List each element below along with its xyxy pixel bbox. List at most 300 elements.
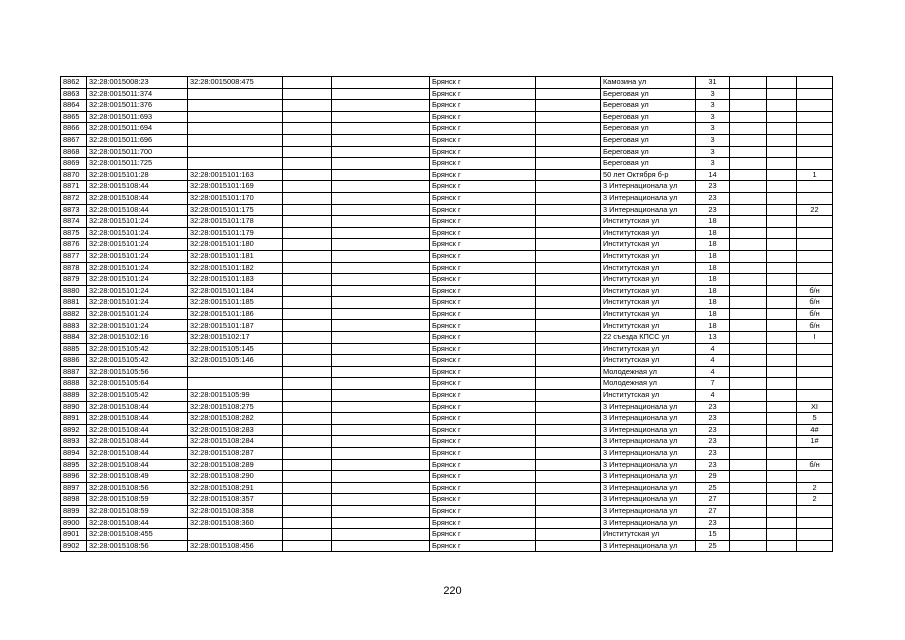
- table-row: [61, 366, 833, 378]
- table-cell: [188, 529, 283, 541]
- table-cell: [730, 77, 767, 89]
- table-cell: [283, 424, 332, 436]
- table-cell: 32:28:0015108:284: [188, 436, 283, 448]
- table-cell: 8887: [61, 366, 87, 378]
- table-cell: 32:28:0015011:700: [87, 146, 188, 158]
- table-cell: 50 лет Октября б-р: [601, 169, 696, 181]
- table-cell: [188, 111, 283, 123]
- table-cell: Береговая ул: [601, 88, 696, 100]
- table-cell: Институтская ул: [601, 529, 696, 541]
- table-cell: [730, 540, 767, 552]
- table-cell: 23: [696, 401, 730, 413]
- table-cell: [767, 134, 797, 146]
- table-cell: [536, 390, 601, 402]
- table-cell: [332, 540, 430, 552]
- table-cell: 32:28:0015105:145: [188, 343, 283, 355]
- table-cell: Брянск г: [430, 227, 536, 239]
- table-cell: 18: [696, 262, 730, 274]
- table-cell: Брянск г: [430, 192, 536, 204]
- table-cell: [536, 320, 601, 332]
- table-cell: [767, 88, 797, 100]
- table-cell: 3 Интернационала ул: [601, 459, 696, 471]
- table-cell: 3 Интернационала ул: [601, 482, 696, 494]
- table-cell: 32:28:0015101:170: [188, 192, 283, 204]
- table-cell: б/н: [797, 285, 833, 297]
- table-cell: 22: [797, 204, 833, 216]
- table-cell: 8900: [61, 517, 87, 529]
- table-cell: [332, 378, 430, 390]
- table-cell: [767, 100, 797, 112]
- table-cell: [797, 239, 833, 251]
- table-cell: 32:28:0015108:49: [87, 471, 188, 483]
- table-cell: [730, 250, 767, 262]
- table-row: [61, 123, 833, 135]
- table-cell: [767, 378, 797, 390]
- table-row: [61, 274, 833, 286]
- table-cell: [767, 274, 797, 286]
- table-cell: 32:28:0015105:64: [87, 378, 188, 390]
- table-cell: 32:28:0015108:455: [87, 529, 188, 541]
- table-cell: 32:28:0015101:28: [87, 169, 188, 181]
- table-cell: 8896: [61, 471, 87, 483]
- table-cell: [767, 494, 797, 506]
- table-cell: 32:28:0015101:24: [87, 227, 188, 239]
- table-cell: 3: [696, 158, 730, 170]
- table-cell: 2: [797, 494, 833, 506]
- table-cell: Институтская ул: [601, 227, 696, 239]
- table-cell: 32:28:0015108:59: [87, 505, 188, 517]
- table-row: [61, 262, 833, 274]
- table-cell: Институтская ул: [601, 250, 696, 262]
- table-cell: [188, 134, 283, 146]
- table-cell: 3: [696, 134, 730, 146]
- table-cell: [283, 204, 332, 216]
- table-cell: [730, 355, 767, 367]
- table-cell: 32:28:0015102:17: [188, 332, 283, 344]
- table-cell: [730, 308, 767, 320]
- table-row: [61, 239, 833, 251]
- table-cell: [797, 505, 833, 517]
- table-cell: [767, 227, 797, 239]
- table-cell: Брянск г: [430, 529, 536, 541]
- table-cell: 18: [696, 274, 730, 286]
- table-cell: [536, 494, 601, 506]
- table-cell: 29: [696, 471, 730, 483]
- table-cell: Береговая ул: [601, 123, 696, 135]
- table-cell: Брянск г: [430, 123, 536, 135]
- table-cell: 7: [696, 378, 730, 390]
- table-cell: Брянск г: [430, 262, 536, 274]
- table-cell: Брянск г: [430, 250, 536, 262]
- table-cell: [797, 448, 833, 460]
- table-cell: 32:28:0015101:169: [188, 181, 283, 193]
- table-cell: 8881: [61, 297, 87, 309]
- table-cell: Брянск г: [430, 355, 536, 367]
- table-cell: 3 Интернационала ул: [601, 424, 696, 436]
- table-row: [61, 332, 833, 344]
- table-cell: 32:28:0015105:42: [87, 343, 188, 355]
- table-cell: Брянск г: [430, 401, 536, 413]
- table-cell: 8897: [61, 482, 87, 494]
- table-cell: [283, 134, 332, 146]
- table-cell: [536, 540, 601, 552]
- table-cell: [767, 146, 797, 158]
- table-cell: [536, 471, 601, 483]
- table-cell: [332, 111, 430, 123]
- table-cell: [283, 308, 332, 320]
- table-cell: [283, 459, 332, 471]
- table-cell: Брянск г: [430, 343, 536, 355]
- table-cell: 8864: [61, 100, 87, 112]
- table-cell: 22 съезда КПСС ул: [601, 332, 696, 344]
- table-cell: [797, 123, 833, 135]
- table-cell: Институтская ул: [601, 239, 696, 251]
- table-cell: 23: [696, 413, 730, 425]
- table-cell: 18: [696, 227, 730, 239]
- table-cell: 4#: [797, 424, 833, 436]
- table-cell: 32:28:0015008:23: [87, 77, 188, 89]
- table-cell: [536, 216, 601, 228]
- table-cell: [332, 274, 430, 286]
- table-cell: 32:28:0015108:283: [188, 424, 283, 436]
- table-cell: Институтская ул: [601, 355, 696, 367]
- table-cell: 3 Интернационала ул: [601, 401, 696, 413]
- table-cell: [332, 390, 430, 402]
- table-cell: [536, 181, 601, 193]
- table-cell: 32:28:0015101:24: [87, 239, 188, 251]
- table-cell: 32:28:0015101:182: [188, 262, 283, 274]
- table-cell: [767, 239, 797, 251]
- table-cell: 3 Интернационала ул: [601, 540, 696, 552]
- table-cell: 8890: [61, 401, 87, 413]
- table-cell: [797, 134, 833, 146]
- table-cell: [536, 436, 601, 448]
- table-cell: 2: [797, 482, 833, 494]
- table-cell: 3 Интернационала ул: [601, 471, 696, 483]
- table-cell: 32:28:0015108:59: [87, 494, 188, 506]
- table-cell: [730, 262, 767, 274]
- table-cell: [283, 378, 332, 390]
- table-cell: [283, 181, 332, 193]
- table-cell: [767, 390, 797, 402]
- table-cell: [332, 88, 430, 100]
- table-cell: [283, 413, 332, 425]
- table-row: [61, 505, 833, 517]
- table-cell: Брянск г: [430, 146, 536, 158]
- table-cell: [283, 216, 332, 228]
- table-cell: 18: [696, 285, 730, 297]
- table-cell: 18: [696, 320, 730, 332]
- table-cell: [797, 471, 833, 483]
- table-cell: [283, 169, 332, 181]
- table-cell: [332, 366, 430, 378]
- table-cell: 32:28:0015108:56: [87, 482, 188, 494]
- table-cell: 32:28:0015108:44: [87, 181, 188, 193]
- table-cell: [536, 366, 601, 378]
- table-cell: [536, 146, 601, 158]
- table-cell: [767, 332, 797, 344]
- table-cell: [730, 239, 767, 251]
- table-cell: 8893: [61, 436, 87, 448]
- table-cell: [730, 413, 767, 425]
- table-cell: [283, 343, 332, 355]
- table-cell: 23: [696, 448, 730, 460]
- table-cell: 8872: [61, 192, 87, 204]
- table-cell: Береговая ул: [601, 134, 696, 146]
- table-cell: [283, 192, 332, 204]
- table-cell: Брянск г: [430, 216, 536, 228]
- table-cell: [332, 216, 430, 228]
- table-cell: [730, 111, 767, 123]
- table-cell: [730, 471, 767, 483]
- table-cell: б/н: [797, 320, 833, 332]
- table-cell: 8884: [61, 332, 87, 344]
- table-cell: 8883: [61, 320, 87, 332]
- table-cell: [767, 77, 797, 89]
- table-cell: [730, 192, 767, 204]
- table-cell: [283, 401, 332, 413]
- table-cell: [332, 517, 430, 529]
- table-cell: 32:28:0015108:44: [87, 424, 188, 436]
- table-cell: [332, 529, 430, 541]
- table-cell: [188, 366, 283, 378]
- table-cell: 8898: [61, 494, 87, 506]
- table-cell: [767, 505, 797, 517]
- table-cell: Брянск г: [430, 436, 536, 448]
- table-row: [61, 448, 833, 460]
- table-cell: [730, 459, 767, 471]
- table-cell: I: [797, 332, 833, 344]
- table-cell: [730, 401, 767, 413]
- table-cell: [767, 366, 797, 378]
- table-cell: 3: [696, 123, 730, 135]
- table-cell: 8873: [61, 204, 87, 216]
- table-cell: 32:28:0015108:289: [188, 459, 283, 471]
- table-cell: Береговая ул: [601, 111, 696, 123]
- table-cell: [283, 436, 332, 448]
- table-row: [61, 216, 833, 228]
- table-cell: [536, 448, 601, 460]
- table-cell: 32:28:0015108:358: [188, 505, 283, 517]
- table-cell: [797, 366, 833, 378]
- table-cell: [797, 158, 833, 170]
- table-cell: 32:28:0015008:475: [188, 77, 283, 89]
- table-cell: 32:28:0015101:180: [188, 239, 283, 251]
- table-cell: [536, 239, 601, 251]
- table-cell: [797, 529, 833, 541]
- table-cell: [797, 262, 833, 274]
- table-cell: 32:28:0015101:175: [188, 204, 283, 216]
- table-cell: [730, 366, 767, 378]
- table-cell: 13: [696, 332, 730, 344]
- table-cell: [332, 158, 430, 170]
- table-cell: 32:28:0015108:44: [87, 436, 188, 448]
- table-cell: [767, 192, 797, 204]
- table-row: [61, 146, 833, 158]
- table-cell: [283, 123, 332, 135]
- table-cell: 4: [696, 343, 730, 355]
- table-cell: [797, 77, 833, 89]
- table-cell: [797, 100, 833, 112]
- table-cell: [332, 77, 430, 89]
- table-cell: Молодежная ул: [601, 366, 696, 378]
- table-cell: [283, 390, 332, 402]
- table-cell: [188, 88, 283, 100]
- table-cell: 18: [696, 308, 730, 320]
- table-cell: [332, 308, 430, 320]
- table-cell: 8863: [61, 88, 87, 100]
- table-cell: [536, 482, 601, 494]
- table-cell: [767, 308, 797, 320]
- table-cell: Институтская ул: [601, 216, 696, 228]
- table-cell: [536, 459, 601, 471]
- table-cell: [767, 169, 797, 181]
- table-cell: [536, 192, 601, 204]
- table-row: [61, 517, 833, 529]
- table-cell: 1: [797, 169, 833, 181]
- table-cell: [283, 320, 332, 332]
- table-cell: 32:28:0015105:42: [87, 355, 188, 367]
- table-cell: Береговая ул: [601, 158, 696, 170]
- table-row: [61, 77, 833, 89]
- table-cell: 32:28:0015101:181: [188, 250, 283, 262]
- page-number: 220: [443, 585, 462, 597]
- table-cell: 32:28:0015101:24: [87, 250, 188, 262]
- table-body: [61, 77, 833, 552]
- table-cell: 32:28:0015108:275: [188, 401, 283, 413]
- table-cell: б/н: [797, 308, 833, 320]
- table-row: [61, 424, 833, 436]
- table-cell: 3 Интернационала ул: [601, 413, 696, 425]
- table-row: [61, 192, 833, 204]
- table-cell: [283, 366, 332, 378]
- table-cell: Брянск г: [430, 297, 536, 309]
- table-cell: [797, 146, 833, 158]
- table-cell: 8901: [61, 529, 87, 541]
- table-cell: 32:28:0015108:44: [87, 459, 188, 471]
- table-row: [61, 181, 833, 193]
- table-cell: [332, 100, 430, 112]
- table-cell: 32:28:0015101:186: [188, 308, 283, 320]
- table-cell: [767, 448, 797, 460]
- table-cell: Брянск г: [430, 77, 536, 89]
- table-cell: [332, 123, 430, 135]
- table-row: [61, 471, 833, 483]
- table-cell: 25: [696, 482, 730, 494]
- table-cell: 8895: [61, 459, 87, 471]
- table-cell: [283, 482, 332, 494]
- table-cell: [536, 355, 601, 367]
- table-cell: Институтская ул: [601, 297, 696, 309]
- table-cell: [797, 250, 833, 262]
- table-cell: Брянск г: [430, 482, 536, 494]
- table-cell: 8878: [61, 262, 87, 274]
- table-cell: [332, 459, 430, 471]
- table-cell: [536, 529, 601, 541]
- table-cell: Брянск г: [430, 274, 536, 286]
- table-row: [61, 343, 833, 355]
- table-cell: [797, 540, 833, 552]
- table-cell: [797, 181, 833, 193]
- table-cell: Брянск г: [430, 169, 536, 181]
- table-cell: [797, 274, 833, 286]
- table-cell: Брянск г: [430, 239, 536, 251]
- table-cell: [332, 134, 430, 146]
- table-cell: [730, 482, 767, 494]
- table-cell: [730, 100, 767, 112]
- table-cell: [188, 100, 283, 112]
- table-cell: [536, 100, 601, 112]
- table-cell: 32:28:0015102:16: [87, 332, 188, 344]
- table-cell: XI: [797, 401, 833, 413]
- table-cell: 32:28:0015108:56: [87, 540, 188, 552]
- table-cell: [767, 297, 797, 309]
- table-cell: [797, 111, 833, 123]
- table-cell: 23: [696, 181, 730, 193]
- table-cell: Институтская ул: [601, 320, 696, 332]
- table-cell: 32:28:0015011:696: [87, 134, 188, 146]
- table-cell: [188, 158, 283, 170]
- table-cell: [536, 308, 601, 320]
- table-cell: 8880: [61, 285, 87, 297]
- table-cell: [283, 471, 332, 483]
- table-cell: [797, 343, 833, 355]
- table-cell: [536, 505, 601, 517]
- table-cell: [730, 181, 767, 193]
- table-cell: 32:28:0015101:178: [188, 216, 283, 228]
- table-cell: 8894: [61, 448, 87, 460]
- table-row: [61, 401, 833, 413]
- table-cell: [536, 332, 601, 344]
- table-row: [61, 529, 833, 541]
- table-cell: 32:28:0015101:24: [87, 262, 188, 274]
- table-cell: [767, 517, 797, 529]
- table-row: [61, 204, 833, 216]
- table-row: [61, 378, 833, 390]
- table-row: [61, 390, 833, 402]
- table-cell: Береговая ул: [601, 100, 696, 112]
- table-row: [61, 355, 833, 367]
- table-cell: Камозина ул: [601, 77, 696, 89]
- table-cell: [332, 204, 430, 216]
- table-cell: [767, 436, 797, 448]
- table-cell: 3: [696, 111, 730, 123]
- table-cell: [283, 505, 332, 517]
- table-cell: [730, 274, 767, 286]
- table-cell: 25: [696, 540, 730, 552]
- table-cell: Брянск г: [430, 100, 536, 112]
- table-cell: [283, 355, 332, 367]
- table-cell: [730, 169, 767, 181]
- table-cell: [536, 134, 601, 146]
- table-cell: [536, 424, 601, 436]
- table-cell: 32:28:0015108:290: [188, 471, 283, 483]
- table-cell: 32:28:0015108:44: [87, 401, 188, 413]
- table-cell: [283, 448, 332, 460]
- table-cell: [730, 529, 767, 541]
- table-cell: [283, 297, 332, 309]
- table-cell: 3: [696, 88, 730, 100]
- table-cell: 32:28:0015108:44: [87, 517, 188, 529]
- table-cell: [283, 540, 332, 552]
- table-cell: 32:28:0015108:44: [87, 192, 188, 204]
- table-cell: [332, 482, 430, 494]
- table-cell: 4: [696, 355, 730, 367]
- table-cell: [283, 262, 332, 274]
- table-cell: [730, 134, 767, 146]
- table-cell: [332, 192, 430, 204]
- table-cell: Береговая ул: [601, 146, 696, 158]
